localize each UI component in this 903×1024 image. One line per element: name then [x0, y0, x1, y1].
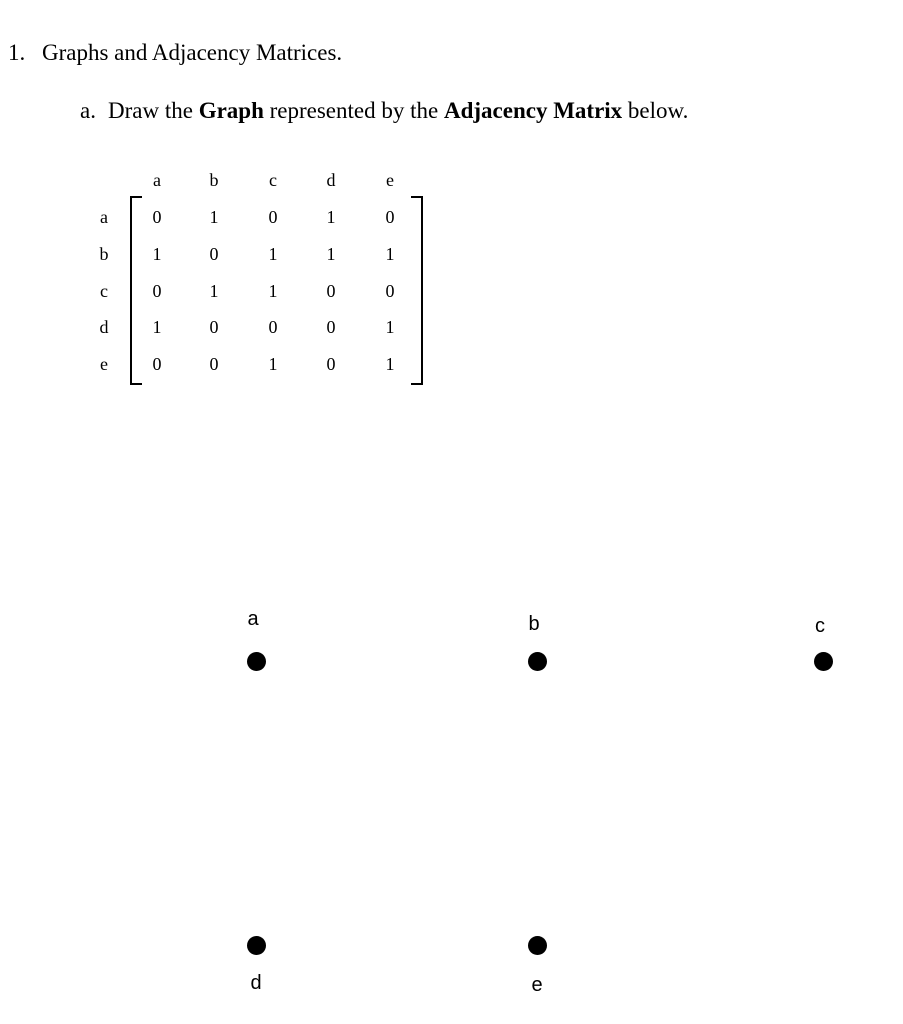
matrix-row-label: a	[100, 207, 108, 227]
matrix-cell: 0	[152, 207, 162, 227]
matrix-column-label: a	[153, 170, 161, 190]
matrix-cell: 1	[385, 317, 395, 337]
matrix-cell: 0	[326, 281, 336, 301]
matrix-row-label: c	[100, 281, 108, 301]
vertex-c-dot	[814, 652, 833, 671]
matrix-cell: 0	[152, 354, 162, 374]
instruction-bold-adjacency-matrix: Adjacency Matrix	[443, 98, 623, 123]
matrix-cell: 1	[326, 244, 336, 264]
vertex-a-dot	[247, 652, 266, 671]
question-number: 1.	[8, 40, 26, 65]
vertex-e-dot	[528, 936, 547, 955]
instruction-text-middle: represented by the	[263, 98, 444, 123]
vertex-label-a: a	[247, 608, 259, 630]
matrix-cell: 0	[209, 244, 219, 264]
vertex-label-d: d	[250, 972, 262, 994]
matrix-column-label: e	[386, 170, 394, 190]
question-heading	[8, 40, 342, 66]
matrix-right-bracket	[411, 196, 423, 385]
matrix-row-label: e	[100, 354, 108, 374]
matrix-row-label: d	[99, 317, 109, 337]
vertex-label-b: b	[528, 613, 540, 635]
vertex-b-dot	[528, 652, 547, 671]
matrix-cell: 1	[326, 207, 336, 227]
matrix-cell: 1	[209, 207, 219, 227]
instruction-text-before: Draw the	[108, 98, 199, 123]
matrix-cell: 1	[152, 317, 162, 337]
vertex-d-dot	[247, 936, 266, 955]
matrix-left-bracket	[130, 196, 142, 385]
matrix-cell: 1	[209, 281, 219, 301]
matrix-cell: 1	[268, 244, 278, 264]
matrix-cell: 0	[326, 317, 336, 337]
matrix-cell: 0	[209, 317, 219, 337]
matrix-cell: 1	[268, 281, 278, 301]
vertex-label-c: c	[815, 615, 825, 637]
matrix-column-label: b	[209, 170, 219, 190]
subquestion-instruction	[80, 98, 688, 124]
subquestion-letter: a.	[80, 98, 96, 123]
matrix-cell: 0	[152, 281, 162, 301]
matrix-cell: 0	[385, 207, 395, 227]
matrix-column-label: d	[326, 170, 336, 190]
matrix-cell: 1	[385, 354, 395, 374]
matrix-row-label: b	[99, 244, 109, 264]
instruction-text-after: below.	[622, 98, 689, 123]
question-title: Graphs and Adjacency Matrices.	[42, 40, 343, 65]
vertex-label-e: e	[531, 974, 543, 996]
matrix-column-label: c	[269, 170, 277, 190]
matrix-cell: 0	[268, 317, 278, 337]
matrix-cell: 1	[268, 354, 278, 374]
matrix-cell: 0	[385, 281, 395, 301]
matrix-cell: 1	[152, 244, 162, 264]
matrix-cell: 1	[385, 244, 395, 264]
matrix-cell: 0	[326, 354, 336, 374]
instruction-bold-graph: Graph	[198, 98, 264, 123]
matrix-cell: 0	[268, 207, 278, 227]
matrix-cell: 0	[209, 354, 219, 374]
